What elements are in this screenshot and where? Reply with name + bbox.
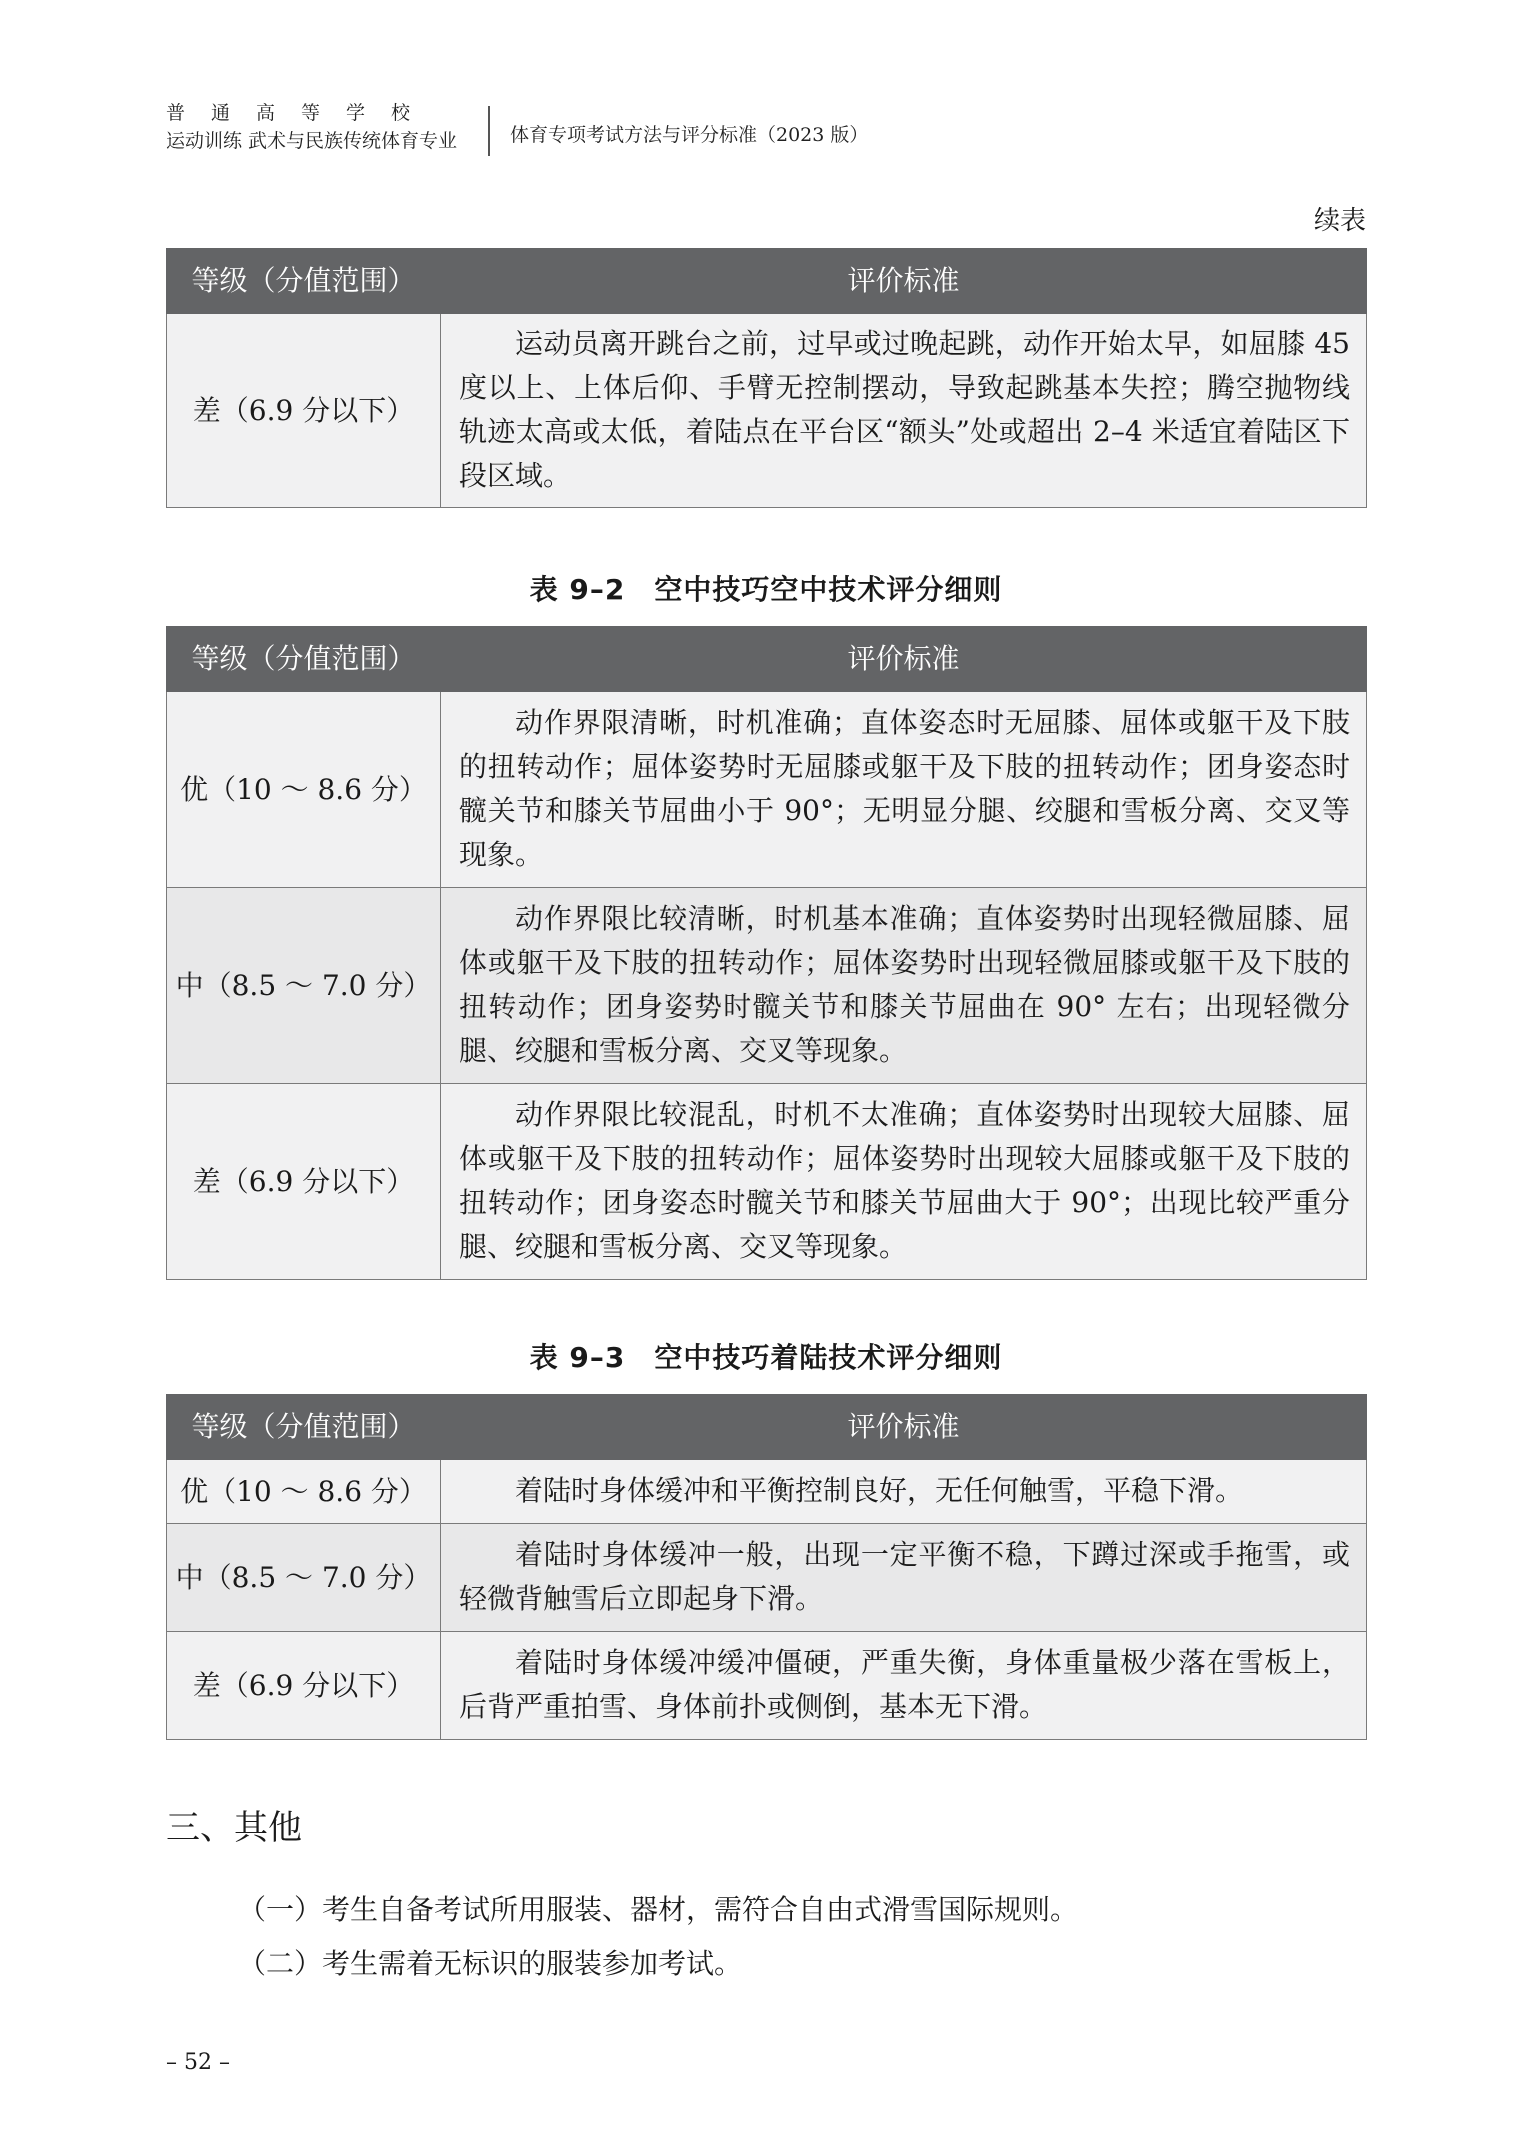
table-header-row bbox=[167, 627, 1367, 692]
header-left bbox=[166, 100, 476, 156]
level-cell: 差（6.9 分以下） bbox=[167, 314, 441, 508]
continued-label: 续表 bbox=[1313, 206, 1366, 236]
criteria-cell: 运动员离开跳台之前，过早或过晚起跳，动作开始太早，如屈膝 45 度以上、上体后仰、手臂无控制摆动，导致起跳基本失控；腾空抛物线轨迹太高或太低，着陆点在平台区“额头”处或超出 2–4 米适宜着陆区下段区域。 bbox=[441, 314, 1367, 508]
paragraph-item: （一）考生自备考试所用服装、器材，需符合自由式滑雪国际规则。 bbox=[238, 1893, 1079, 1926]
table-row bbox=[167, 1084, 1367, 1280]
level-cell: 中（8.5 ～ 7.0 分） bbox=[167, 1524, 441, 1632]
section-title: 三、其他 bbox=[166, 1808, 302, 1848]
paragraph-item: （二）考生需着无标识的服装参加考试。 bbox=[238, 1947, 743, 1980]
table-continued bbox=[166, 248, 1367, 508]
book-title: 体育专项考试方法与评分标准（2023 版） bbox=[510, 124, 869, 146]
header-criteria: 评价标准 bbox=[441, 249, 1367, 314]
criteria-cell: 着陆时身体缓冲一般，出现一定平衡不稳，下蹲过深或手拖雪，或轻微背触雪后立即起身下滑。 bbox=[441, 1524, 1367, 1632]
major-title: 运动训练 武术与民族传统体育专业 bbox=[166, 130, 458, 152]
series-title: 普通高等学校 bbox=[166, 102, 437, 124]
criteria-cell: 动作界限清晰，时机准确；直体姿态时无屈膝、屈体或躯干及下肢的扭转动作；屈体姿势时无屈膝或躯干及下肢的扭转动作；团身姿态时髋关节和膝关节屈曲小于 90°；无明显分腿、绞腿和雪板分离、交叉等现象。 bbox=[441, 692, 1367, 888]
header-criteria: 评价标准 bbox=[441, 627, 1367, 692]
table-header-row bbox=[167, 249, 1367, 314]
table-9-2 bbox=[166, 626, 1367, 1280]
header-divider bbox=[488, 106, 490, 156]
table-row bbox=[167, 314, 1367, 508]
header-level: 等级（分值范围） bbox=[167, 627, 441, 692]
running-header bbox=[166, 100, 1366, 160]
table-9-3 bbox=[166, 1394, 1367, 1740]
header-level: 等级（分值范围） bbox=[167, 1395, 441, 1460]
level-cell: 差（6.9 分以下） bbox=[167, 1084, 441, 1280]
criteria-cell: 着陆时身体缓冲和平衡控制良好，无任何触雪，平稳下滑。 bbox=[441, 1460, 1367, 1524]
header-level: 等级（分值范围） bbox=[167, 249, 441, 314]
table-3-caption: 表 9–3 空中技巧着陆技术评分细则 bbox=[529, 1341, 1003, 1374]
level-cell: 差（6.9 分以下） bbox=[167, 1632, 441, 1740]
table-row bbox=[167, 888, 1367, 1084]
table-row bbox=[167, 1460, 1367, 1524]
level-cell: 优（10 ～ 8.6 分） bbox=[167, 1460, 441, 1524]
level-cell: 中（8.5 ～ 7.0 分） bbox=[167, 888, 441, 1084]
page-number: – 52 – bbox=[166, 2050, 230, 2075]
table-row bbox=[167, 692, 1367, 888]
criteria-cell: 着陆时身体缓冲缓冲僵硬，严重失衡，身体重量极少落在雪板上，后背严重拍雪、身体前扑或侧倒，基本无下滑。 bbox=[441, 1632, 1367, 1740]
header-criteria: 评价标准 bbox=[441, 1395, 1367, 1460]
criteria-cell: 动作界限比较混乱，时机不太准确；直体姿势时出现较大屈膝、屈体或躯干及下肢的扭转动作；屈体姿势时出现较大屈膝或躯干及下肢的扭转动作；团身姿态时髋关节和膝关节屈曲大于 90°；出现比较严重分腿、绞腿和雪板分离、交叉等现象。 bbox=[441, 1084, 1367, 1280]
table-header-row bbox=[167, 1395, 1367, 1460]
criteria-cell: 动作界限比较清晰，时机基本准确；直体姿势时出现轻微屈膝、屈体或躯干及下肢的扭转动作；屈体姿势时出现轻微屈膝或躯干及下肢的扭转动作；团身姿势时髋关节和膝关节屈曲在 90° 左右；出现轻微分腿、绞腿和雪板分离、交叉等现象。 bbox=[441, 888, 1367, 1084]
table-2-caption: 表 9–2 空中技巧空中技术评分细则 bbox=[529, 573, 1003, 606]
table-row bbox=[167, 1524, 1367, 1632]
level-cell: 优（10 ～ 8.6 分） bbox=[167, 692, 441, 888]
table-row bbox=[167, 1632, 1367, 1740]
